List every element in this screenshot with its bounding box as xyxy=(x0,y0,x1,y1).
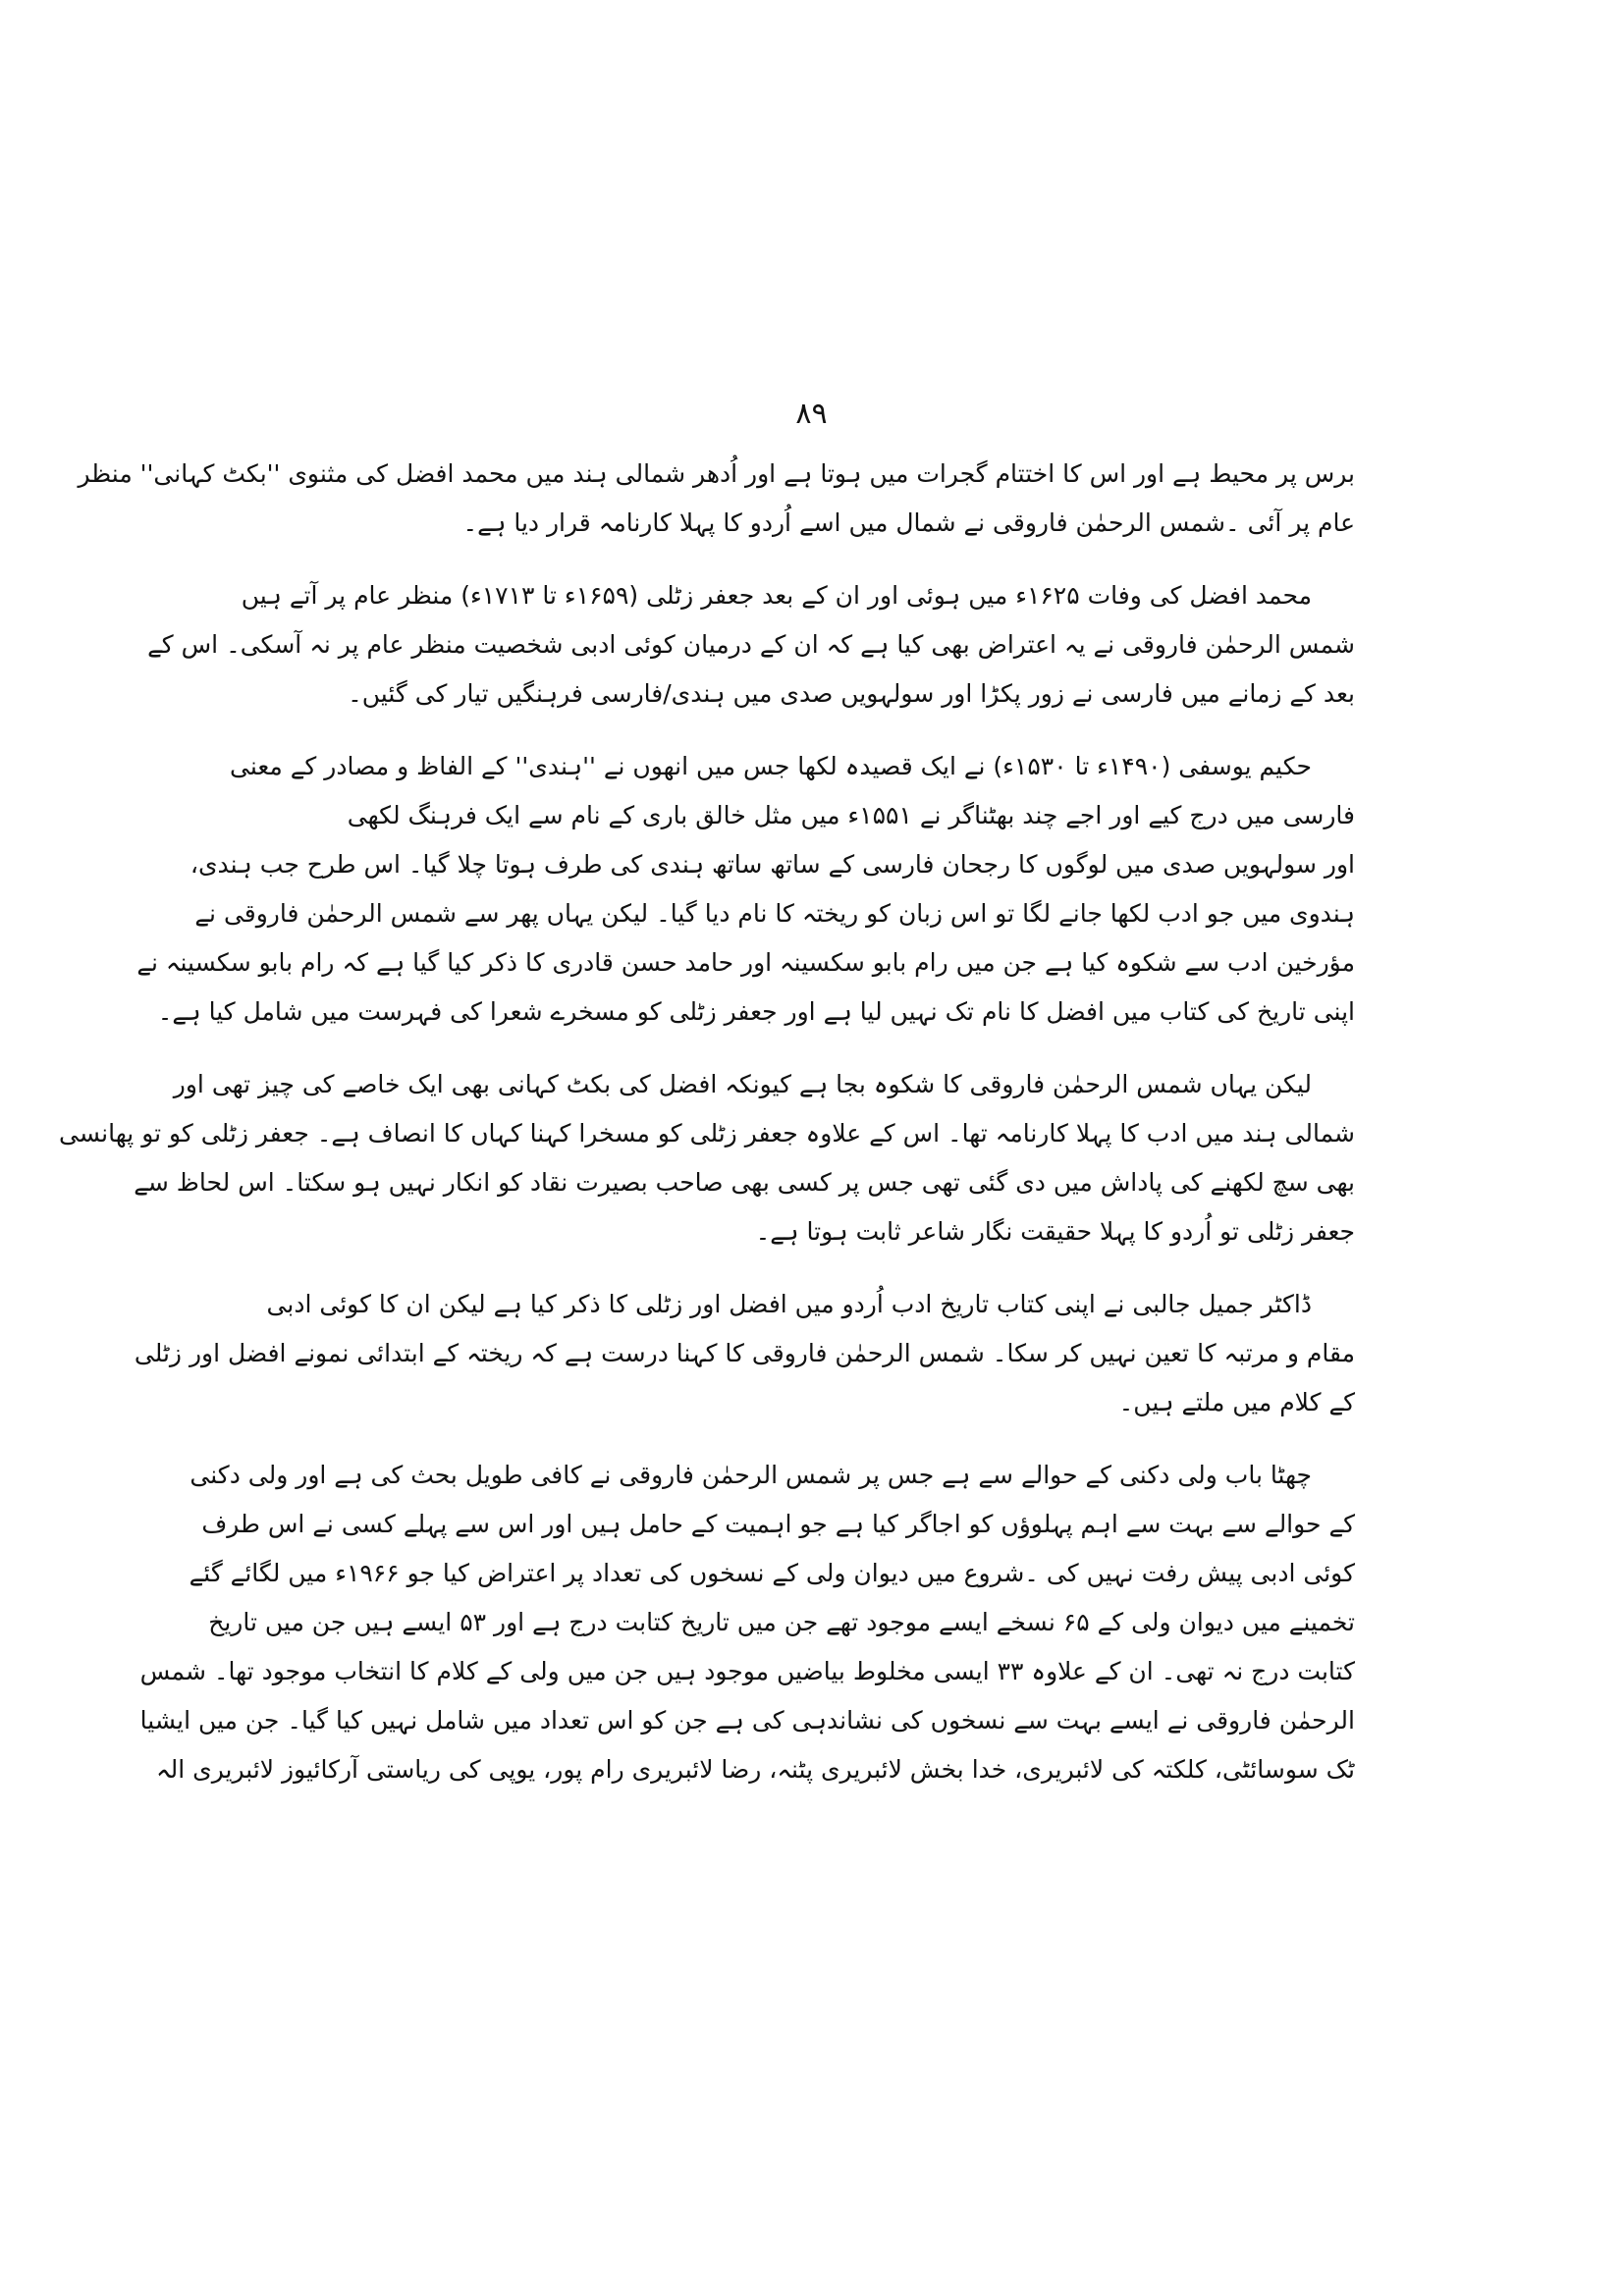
text-line: بھی سچ لکھنے کی پاداش میں دی گئی تھی جس پر کسی بھی صاحب بصیرت نقاد کو انکار نہیں ہو سکتا۔ اس لحاظ سے xyxy=(134,1168,1355,1197)
text-line: چھٹا باب ولی دکنی کے حوالے سے ہے جس پر شمس الرحمٰن فاروقی نے کافی طویل بحث کی ہے اور ولی دکنی xyxy=(189,1461,1312,1489)
text-line: شمس الرحمٰن فاروقی نے یہ اعتراض بھی کیا ہے کہ ان کے درمیان کوئی ادبی شخصیت منظر عام پر نہ آسکی۔ اس کے xyxy=(147,630,1355,659)
text-line: الرحمٰن فاروقی نے ایسے بہت سے نسخوں کی نشاندہی کی ہے جن کو اس تعداد میں شامل نہیں کیا گیا۔ جن میں ایشیا xyxy=(139,1706,1355,1735)
text-line: کوئی ادبی پیش رفت نہیں کی ۔شروع میں دیوان ولی کے نسخوں کی تعداد پر اعتراض کیا جو ۱۹۶۶ء میں لگائے گئے xyxy=(189,1559,1355,1587)
text-line: مؤرخین ادب سے شکوہ کیا ہے جن میں رام بابو سکسینہ اور حامد حسن قادری کا ذکر کیا گیا ہے کہ رام بابو سکسینہ نے xyxy=(136,948,1355,977)
paragraph xyxy=(134,1280,1355,1427)
text-line: اور سولہویں صدی میں لوگوں کا رجحان فارسی کے ساتھ ساتھ ہندی کی طرف ہوتا چلا گیا۔ اس طرح جب ہندی، xyxy=(189,850,1355,879)
text-line: برس پر محیط ہے اور اس کا اختتام گجرات میں ہوتا ہے اور اُدھر شمالی ہند میں محمد افضل کی مثنوی ''بکٹ کہانی'' منظر xyxy=(78,459,1355,488)
text-line: شمالی ہند میں ادب کا پہلا کارنامہ تھا۔ اس کے علاوہ جعفر زٹلی کو مسخرا کہنا کہاں کا انصاف ہے۔ جعفر زٹلی کو تو پھانسی xyxy=(59,1119,1355,1148)
text-line: لیکن یہاں شمس الرحمٰن فاروقی کا شکوہ بجا ہے کیونکہ افضل کی بکٹ کہانی بھی ایک خاصے کی چیز تھی اور xyxy=(173,1070,1312,1098)
text-line: ڈاکٹر جمیل جالبی نے اپنی کتاب تاریخ ادب اُردو میں افضل اور زٹلی کا ذکر کیا ہے لیکن ان کا کوئی ادبی xyxy=(266,1290,1312,1318)
text-line: بعد کے زمانے میں فارسی نے زور پکڑا اور سولہویں صدی میں ہندی/فارسی فرہنگیں تیار کی گئیں۔ xyxy=(348,679,1355,708)
text-line: عام پر آئی ۔شمس الرحمٰن فاروقی نے شمال میں اسے اُردو کا پہلا کارنامہ قرار دیا ہے۔ xyxy=(462,508,1355,537)
text-line: اپنی تاریخ کی کتاب میں افضل کا نام تک نہیں لیا ہے اور جعفر زٹلی کو مسخرے شعرا کی فہرست میں شامل کیا ہے۔ xyxy=(157,997,1355,1026)
paragraph xyxy=(136,742,1355,1037)
text-line: ہندوی میں جو ادب لکھا جانے لگا تو اس زبان کو ریختہ کا نام دیا گیا۔ لیکن یہاں پھر سے شمس الرحمٰن فاروقی نے xyxy=(194,899,1355,928)
text-line: مقام و مرتبہ کا تعین نہیں کر سکا۔ شمس الرحمٰن فاروقی کا کہنا درست ہے کہ ریختہ کے ابتدائی نمونے افضل اور زٹلی xyxy=(134,1339,1355,1367)
paragraph xyxy=(59,1060,1355,1256)
paragraph xyxy=(78,450,1355,548)
text-line: محمد افضل کی وفات ۱۶۲۵ء میں ہوئی اور ان کے بعد جعفر زٹلی (۱۶۵۹ء تا ۱۷۱۳ء) منظر عام پر آتے ہیں xyxy=(241,581,1312,610)
text-line: کے حوالے سے بہت سے اہم پہلوؤں کو اجاگر کیا ہے جو اہمیت کے حامل ہیں اور اس سے پہلے کسی نے اس طرف xyxy=(201,1510,1355,1538)
text-line: جعفر زٹلی تو اُردو کا پہلا حقیقت نگار شاعر ثابت ہوتا ہے۔ xyxy=(755,1217,1355,1246)
text-line: فارسی میں درج کیے اور اجے چند بھٹناگر نے ۱۵۵۱ء میں مثل خالق باری کے نام سے ایک فرہنگ لکھی xyxy=(347,801,1355,829)
text-line: کتابت درج نہ تھی۔ ان کے علاوہ ۳۳ ایسی مخلوط بیاضیں موجود ہیں جن میں ولی کے کلام کا انتخاب موجود تھا۔ شمس xyxy=(139,1657,1355,1685)
paragraph xyxy=(147,571,1355,719)
text-line: کے کلام میں ملتے ہیں۔ xyxy=(1118,1388,1355,1416)
body-text xyxy=(59,450,1355,1818)
text-line: ٹک سوسائٹی، کلکتہ کی لائبریری، خدا بخش لائبریری پٹنہ، رضا لائبریری رام پور، یوپی کی ریاستی آرکائیوز لائبریری الہ xyxy=(156,1755,1355,1784)
text-line: حکیم یوسفی (۱۴۹۰ء تا ۱۵۳۰ء) نے ایک قصیدہ لکھا جس میں انھوں نے ''ہندی'' کے الفاظ و مصادر کے معنی xyxy=(229,752,1312,780)
paragraph xyxy=(139,1451,1355,1794)
text-line: تخمینے میں دیوان ولی کے ۶۵ نسخے ایسے موجود تھے جن میں تاریخ کتابت درج ہے اور ۵۳ ایسے ہیں جن میں تاریخ xyxy=(208,1608,1355,1636)
page-number: ۸۹ xyxy=(795,397,828,431)
